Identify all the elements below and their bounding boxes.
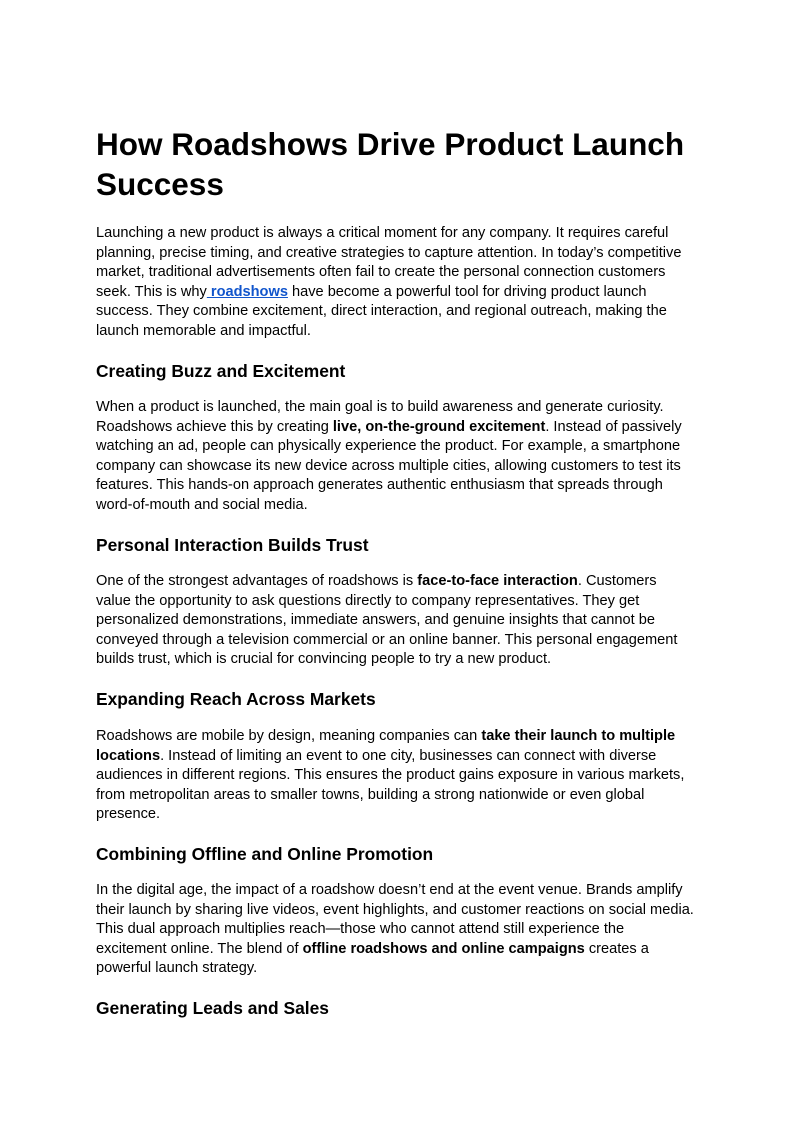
- roadshows-link[interactable]: roadshows: [206, 283, 288, 300]
- bold-text: take their launch to multiple: [481, 728, 676, 744]
- text-run: . Instead of passively: [545, 418, 682, 435]
- bold-text: face-to-face interaction: [417, 573, 578, 589]
- text-line: value the opportunity to ask questions directly to company representatives. They get: [96, 592, 640, 609]
- intro-paragraph: [96, 224, 706, 341]
- section-heading: Creating Buzz and Excitement: [96, 361, 346, 381]
- text-run: . Instead of limiting an event to one city, businesses can connect with diverse: [160, 747, 657, 764]
- text-line: Launching a new product is always a critical moment for any company. It requires careful: [96, 225, 669, 241]
- section-heading: Expanding Reach Across Markets: [96, 689, 376, 709]
- text-line: success. They combine excitement, direct interaction, and regional outreach, making the: [96, 303, 667, 319]
- text-line: planning, precise timing, and creative strategies to capture attention. In today’s competitive: [96, 244, 682, 261]
- text-line: their launch by sharing live videos, event highlights, and customer reactions on social media.: [96, 901, 694, 918]
- section-paragraph: [96, 572, 706, 670]
- text-run: Roadshows are mobile by design, meaning companies can: [96, 728, 482, 744]
- text-line: builds trust, which is crucial for convincing people to try a new product.: [96, 651, 552, 667]
- title-line: Success: [96, 166, 224, 202]
- section-heading: Generating Leads and Sales: [96, 998, 329, 1018]
- text-run: creates a: [584, 940, 649, 957]
- text-run: excitement online. The blend of: [96, 940, 303, 957]
- section-paragraph: [96, 881, 706, 979]
- section-paragraph: [96, 727, 706, 825]
- text-line: features. This hands-on approach generates authentic enthusiasm that spreads through: [96, 477, 663, 493]
- bold-text: locations: [96, 747, 161, 764]
- text-line: When a product is launched, the main goal is to build awareness and generate curiosity.: [96, 399, 664, 415]
- text-run: have become a powerful tool for driving product launch: [287, 283, 647, 300]
- text-line: [96, 747, 706, 767]
- section-paragraph: [96, 398, 706, 515]
- text-line: [96, 283, 706, 303]
- text-line: [96, 727, 706, 747]
- bold-text: live, on-the-ground excitement: [332, 418, 546, 435]
- text-line: market, traditional advertisements often fail to create the personal connection customers: [96, 264, 666, 280]
- page-title: [96, 124, 706, 204]
- text-line: This dual approach multiplies reach—those who cannot attend still experience the: [96, 921, 625, 937]
- text-line: from metropolitan areas to smaller towns, building a strong nationwide or even global: [96, 786, 645, 803]
- text-line: [96, 572, 706, 592]
- text-run: . Customers: [577, 573, 657, 589]
- text-line: watching an ad, people can physically experience the product. For example, a smartphone: [96, 438, 681, 454]
- text-line: launch memorable and impactful.: [96, 322, 311, 339]
- text-run: One of the strongest advantages of roadshows is: [96, 573, 418, 589]
- text-line: [96, 418, 706, 438]
- title-line: How Roadshows Drive Product Launch: [96, 126, 685, 162]
- text-line: conveyed through a television commercial or an online banner. This personal engagement: [96, 631, 678, 648]
- text-line: company can showcase its new device across multiple cities, allowing customers to test its: [96, 457, 681, 474]
- text-line: audiences in different regions. This ensures the product gains exposure in various markets,: [96, 767, 685, 783]
- section-heading: Combining Offline and Online Promotion: [96, 844, 434, 864]
- text-line: presence.: [96, 806, 161, 822]
- text-line: powerful launch strategy.: [96, 960, 258, 976]
- text-line: [96, 940, 706, 960]
- section-heading: Personal Interaction Builds Trust: [96, 535, 369, 555]
- text-run: Roadshows achieve this by creating: [96, 418, 333, 435]
- text-run: seek. This is why: [96, 283, 207, 300]
- text-line: personalized demonstrations, immediate answers, and genuine insights that cannot be: [96, 612, 655, 628]
- text-line: In the digital age, the impact of a roadshow doesn’t end at the event venue. Brands amplify: [96, 882, 683, 898]
- text-line: word-of-mouth and social media.: [96, 496, 308, 513]
- bold-text: offline roadshows and online campaigns: [302, 940, 585, 957]
